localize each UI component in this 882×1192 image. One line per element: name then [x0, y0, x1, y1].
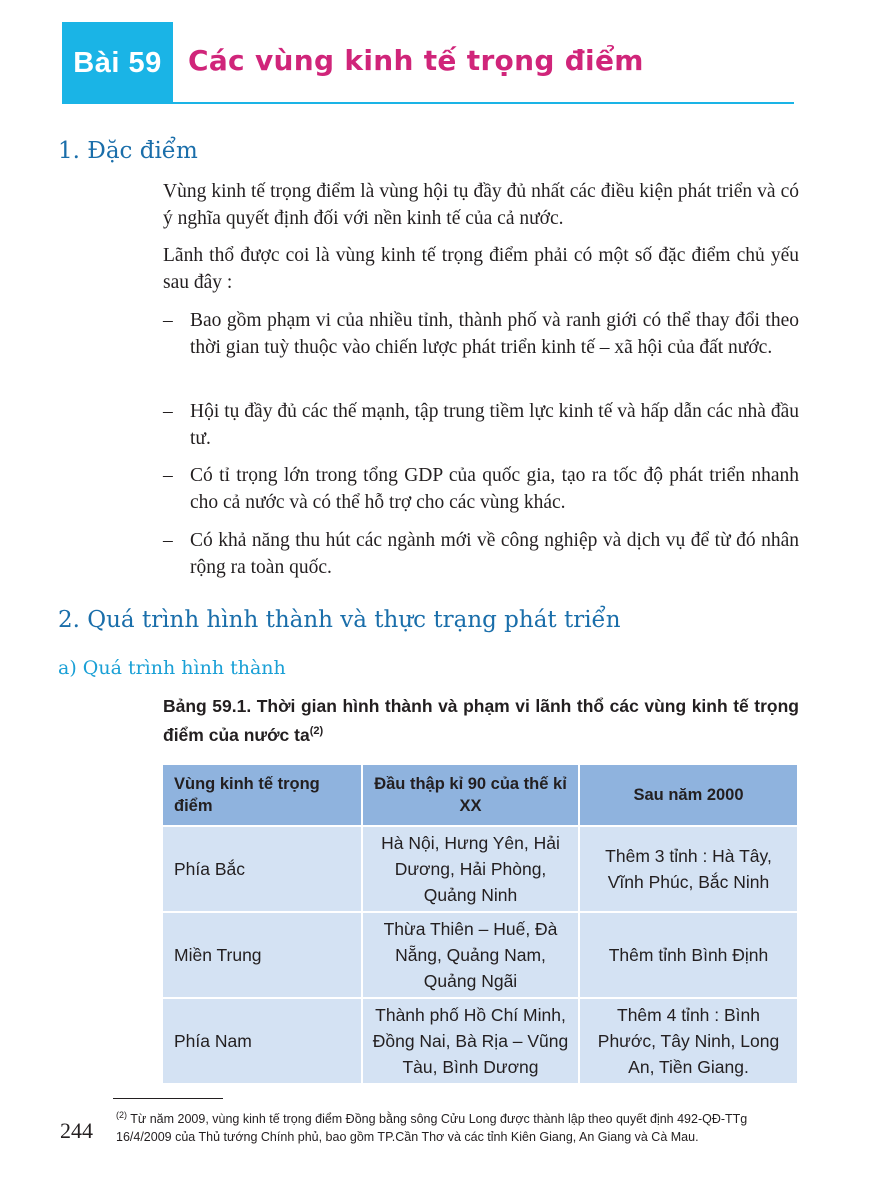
lesson-number-badge: Bài 59 [62, 22, 173, 104]
cell-after-2000: Thêm tỉnh Bình Định [579, 912, 797, 998]
table-caption [163, 694, 799, 748]
section-2-heading: 2. Quá trình hình thành và thực trạng phát triển [58, 607, 621, 633]
bullet-text: Có khả năng thu hút các ngành mới về công nghiệp và dịch vụ để từ đó nhân rộng ra toàn quốc. [190, 530, 799, 578]
bullet-text: Bao gồm phạm vi của nhiều tỉnh, thành phố và ranh giới có thể thay đổi theo thời gian tuỳ thuộc vào chiến lược phát triển kinh tế – xã hội của đất nước. [190, 310, 799, 358]
footnote-ref: (2) [116, 1110, 127, 1120]
lesson-title: Các vùng kinh tế trọng điểm [188, 44, 644, 77]
bullet-item [163, 527, 799, 581]
cell-early-90s: Hà Nội, Hưng Yên, Hải Dương, Hải Phòng, Quảng Ninh [362, 826, 579, 912]
footnote [116, 1106, 806, 1146]
header-after-2000: Sau năm 2000 [579, 765, 797, 826]
table-row [163, 998, 797, 1084]
table-caption-footnote-ref: (2) [309, 725, 324, 737]
footnote-divider [113, 1098, 223, 1099]
paragraph-characteristics-intro: Lãnh thổ được coi là vùng kinh tế trọng điểm phải có một số đặc điểm chủ yếu sau đây : [163, 245, 799, 293]
footnote-text: Từ năm 2009, vùng kinh tế trọng điểm Đồng bằng sông Cửu Long được thành lập theo quyết định 492-QĐ-TTg 16/4/2009 của Thủ tướng Chính phủ, bao gồm TP.Cần Thơ và các tỉnh Kiên Giang, An Giang và Cà Mau. [116, 1112, 748, 1145]
paragraph-definition: Vùng kinh tế trọng điểm là vùng hội tụ đầy đủ nhất các điều kiện phát triển và có ý nghĩa quyết định đối với nền kinh tế của cả nước. [163, 181, 799, 229]
bullet-dash: – [163, 530, 173, 551]
cell-early-90s: Thừa Thiên – Huế, Đà Nẵng, Quảng Nam, Quảng Ngãi [362, 912, 579, 998]
cell-region: Phía Bắc [163, 826, 362, 912]
bullet-item [163, 307, 799, 361]
bullet-item [163, 398, 799, 452]
cell-after-2000: Thêm 3 tỉnh : Hà Tây, Vĩnh Phúc, Bắc Ninh [579, 826, 797, 912]
cell-early-90s: Thành phố Hồ Chí Minh, Đồng Nai, Bà Rịa – Vũng Tàu, Bình Dương [362, 998, 579, 1084]
table-caption-text: Bảng 59.1. Thời gian hình thành và phạm vi lãnh thổ các vùng kinh tế trọng điểm của nước ta [163, 696, 799, 745]
cell-region: Phía Nam [163, 998, 362, 1084]
bullet-item [163, 462, 799, 516]
table-row [163, 826, 797, 912]
region-table [163, 765, 797, 1085]
header-early-90s: Đầu thập kỉ 90 của thế kỉ XX [362, 765, 579, 826]
table-header-row [163, 765, 797, 826]
section-1-heading: 1. Đặc điểm [58, 138, 198, 164]
bullet-dash: – [163, 310, 173, 331]
cell-region: Miền Trung [163, 912, 362, 998]
bullet-text: Hội tụ đầy đủ các thế mạnh, tập trung tiềm lực kinh tế và hấp dẫn các nhà đầu tư. [190, 401, 799, 449]
page-number: 244 [60, 1118, 93, 1143]
subsection-a-heading: a) Quá trình hình thành [58, 657, 286, 679]
bullet-dash: – [163, 401, 173, 422]
lesson-header [62, 22, 794, 104]
header-underline [173, 102, 794, 104]
header-region: Vùng kinh tế trọng điểm [163, 765, 362, 826]
bullet-text: Có tỉ trọng lớn trong tổng GDP của quốc gia, tạo ra tốc độ phát triển nhanh cho cả nước và có thể hỗ trợ cho các vùng khác. [190, 465, 799, 513]
table-row [163, 912, 797, 998]
bullet-dash: – [163, 465, 173, 486]
cell-after-2000: Thêm 4 tỉnh : Bình Phước, Tây Ninh, Long An, Tiền Giang. [579, 998, 797, 1084]
